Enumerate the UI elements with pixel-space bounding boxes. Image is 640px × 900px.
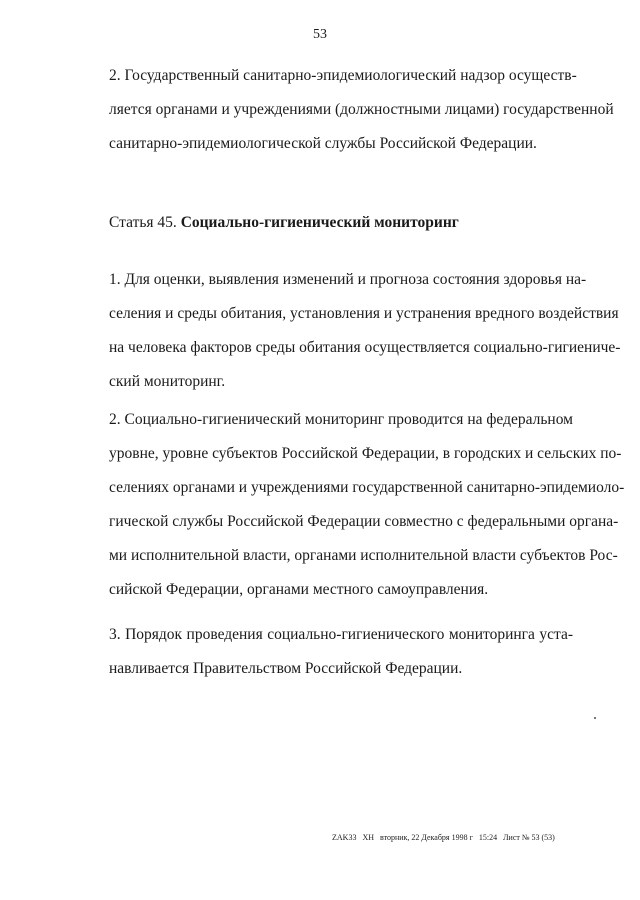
footer-time: 15:24 (478, 833, 498, 842)
footer-sheet: Лист № 53 (53) (503, 833, 555, 842)
text-line: 2. Государственный санитарно-эпидемиологический надзор осуществ- (109, 67, 577, 84)
text-line: гической службы Российской Федерации совместно с федеральными органа- (109, 513, 619, 530)
scan-speck (594, 717, 596, 719)
footer-code: ZAK33 (332, 833, 357, 842)
text-line: ляется органами и учреждениями (должностными лицами) государственной (109, 101, 614, 118)
document-footer (332, 833, 559, 842)
text-line: 1. Для оценки, выявления изменений и прогноза состояния здоровья на- (109, 271, 587, 288)
text-line: ми исполнительной власти, органами исполнительной власти субъектов Рос- (109, 547, 618, 564)
article-number: Статья 45. (109, 214, 177, 231)
text-line: селениях органами и учреждениями государственной санитарно-эпидемиоло- (109, 479, 625, 496)
item-3 (109, 618, 573, 686)
text-line: на человека факторов среды обитания осуществляется социально-гигиениче- (109, 339, 621, 356)
text-line: 2. Социально-гигиенический мониторинг проводится на федеральном (109, 411, 573, 428)
text-line: 3. Порядок проведения социально-гигиенического мониторинга уста- (109, 626, 573, 643)
footer-date: вторник, 22 Декабря 1998 г (380, 833, 473, 842)
article-title: Социально-гигиенический мониторинг (180, 214, 459, 231)
page-number: 53 (313, 27, 327, 42)
text-line: санитарно-эпидемиологической службы Российской Федерации. (109, 135, 537, 152)
article-heading (109, 214, 459, 232)
text-line: сийской Федерации, органами местного самоуправления. (109, 581, 489, 598)
footer-initials: XH (362, 833, 375, 842)
paragraph-2 (109, 59, 614, 161)
text-line: ский мониторинг. (109, 373, 226, 390)
item-2 (109, 403, 625, 607)
text-line: уровне, уровне субъектов Российской Федерации, в городских и сельских по- (109, 445, 622, 462)
text-line: селения и среды обитания, установления и устранения вредного воздействия (109, 305, 619, 322)
text-line: навливается Правительством Российской Федерации. (109, 660, 463, 677)
item-1 (109, 263, 621, 399)
